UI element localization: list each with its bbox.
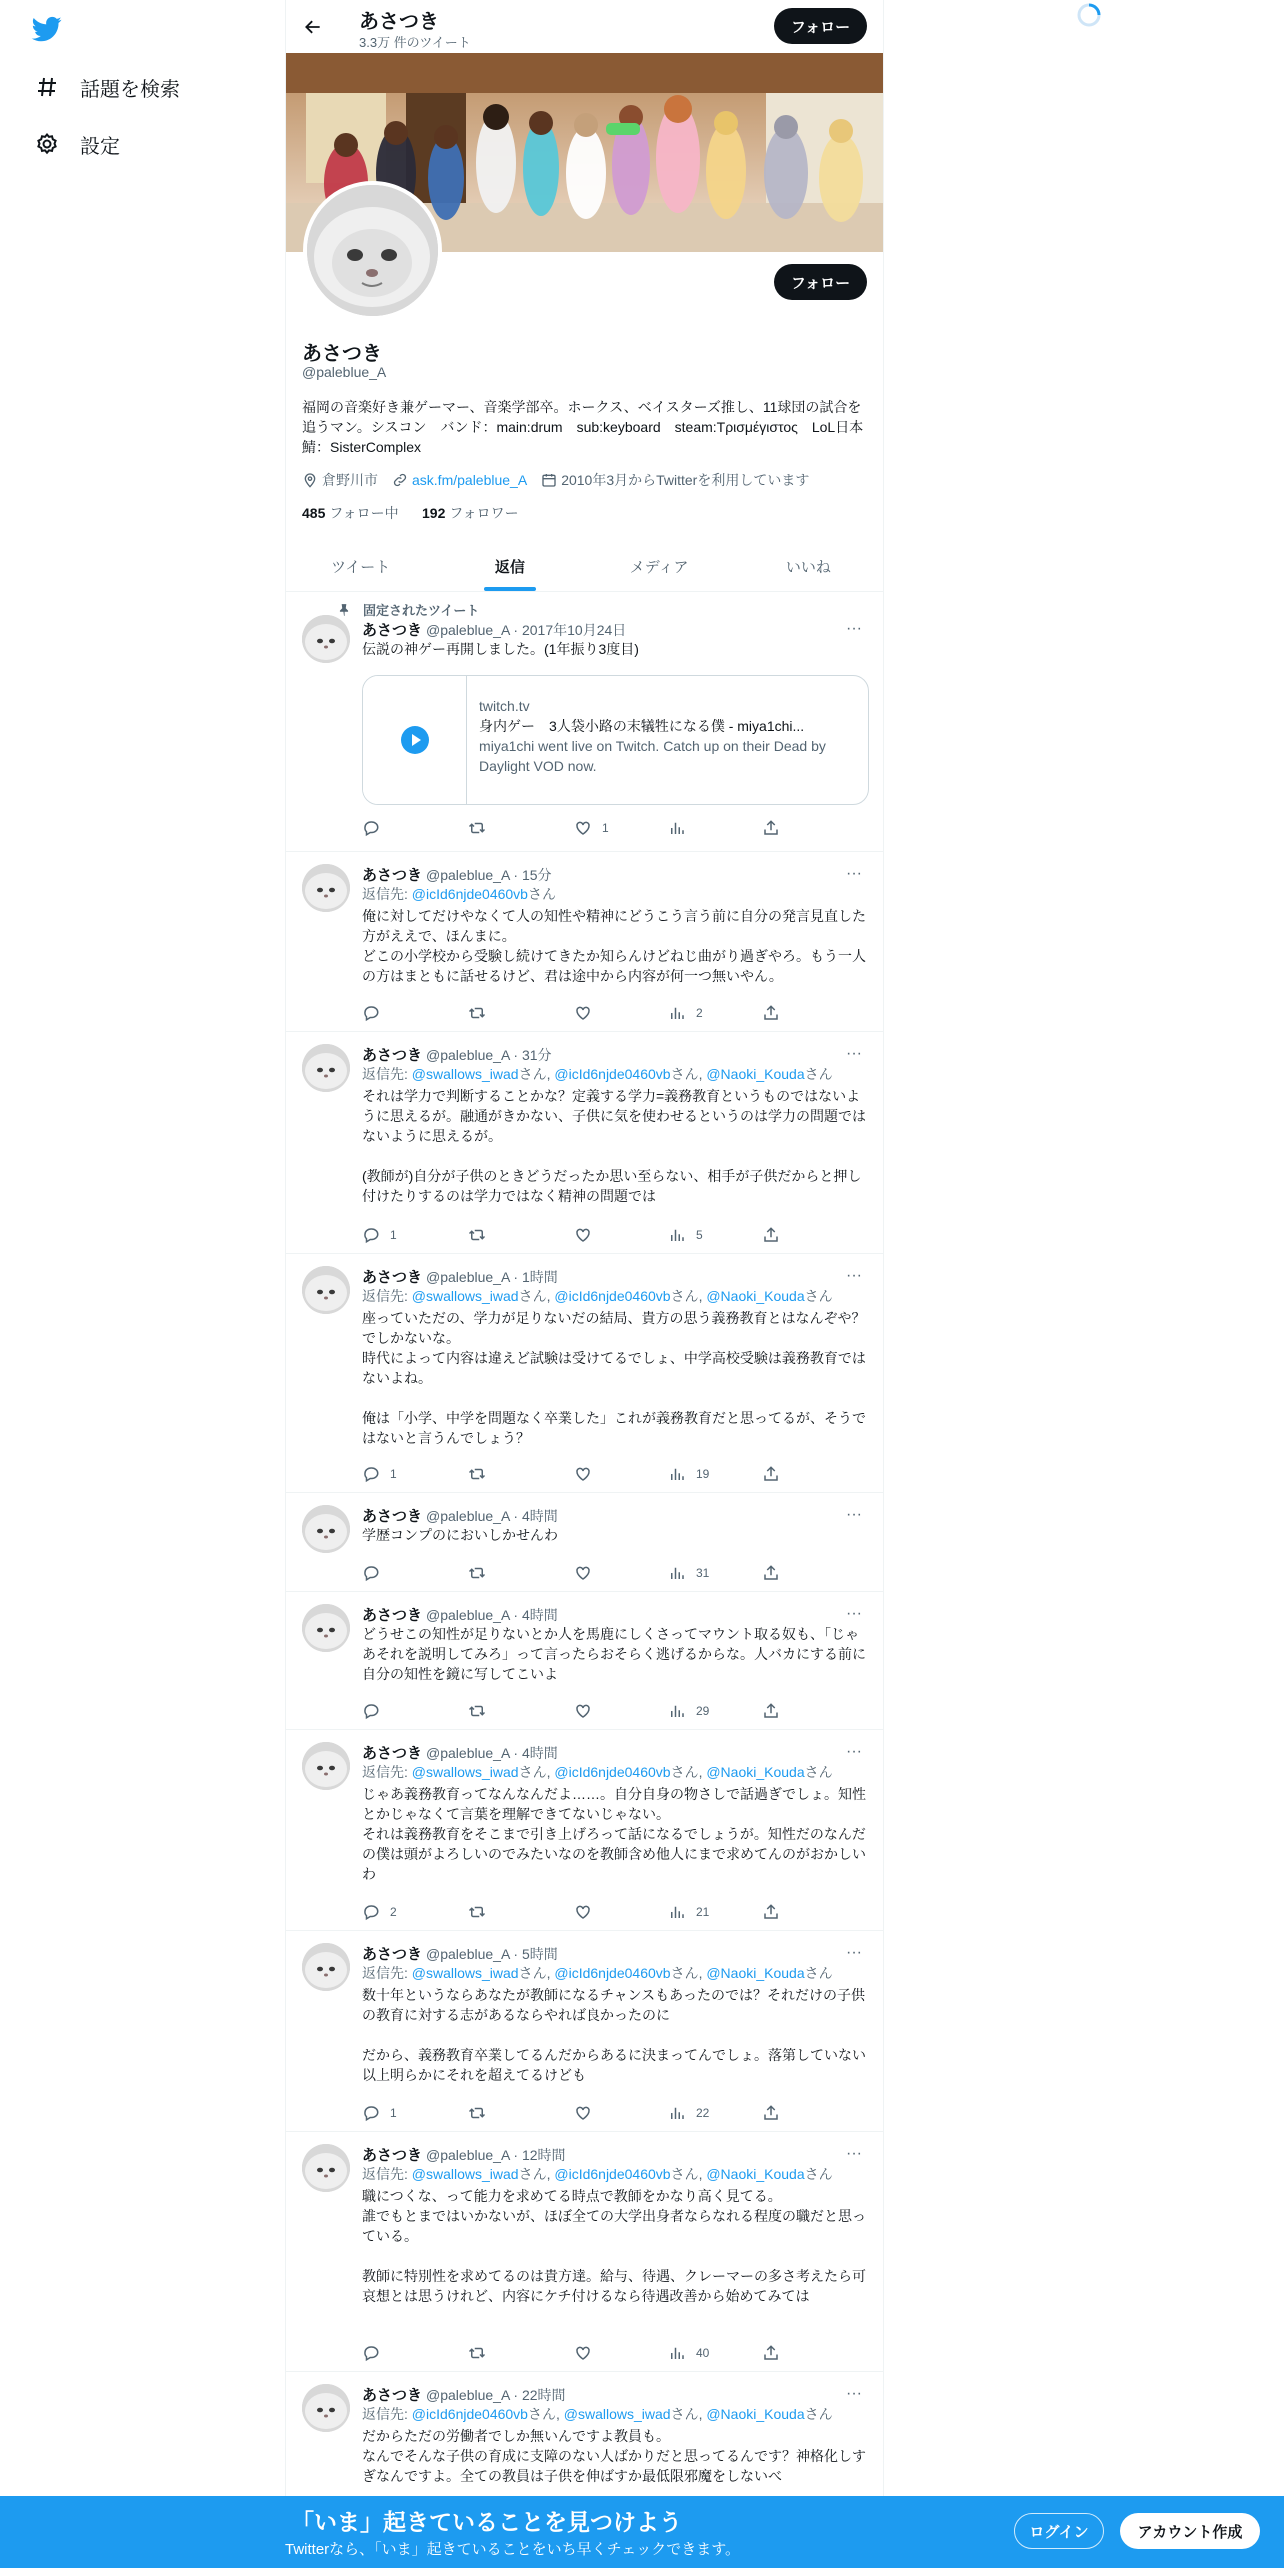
like-button[interactable] bbox=[574, 2103, 668, 2123]
tweet-text: だからただの労働者でしか無いんですよ教員も。 なんでそんな子供の育成に支障のない人ばかりだと思ってるんです？神格化しすぎなんですよ。全ての教員は子供を伸ばすか最低限邪魔をしないべ bbox=[362, 2428, 866, 2484]
tweet-author-handle: @paleblue_A bbox=[426, 2387, 510, 2403]
signup-button[interactable]: アカウント作成 bbox=[1120, 2513, 1260, 2549]
reply-button[interactable] bbox=[362, 818, 468, 838]
profile-name: あさつき bbox=[302, 343, 382, 365]
reply-to: 返信先: @icId6njde0460vbさん, @swallows_iwadさん, @Naoki_Koudaさん bbox=[362, 2406, 833, 2422]
tweet-avatar[interactable] bbox=[302, 1044, 350, 1092]
tweet-author-name: あさつき bbox=[362, 1508, 423, 1525]
retweet-button[interactable] bbox=[468, 1563, 574, 1583]
header-tweet-count: 3.3万 件のツイート bbox=[359, 35, 471, 50]
views-button[interactable]: 31 bbox=[668, 1563, 762, 1583]
share-button[interactable] bbox=[762, 1003, 790, 1023]
tweet-header: あさつき @paleblue_A · 15分 bbox=[362, 867, 552, 884]
more-options-icon[interactable]: ··· bbox=[846, 620, 862, 637]
play-icon[interactable] bbox=[400, 725, 430, 755]
tweet-author-handle: @paleblue_A bbox=[426, 1508, 510, 1524]
tweet-avatar[interactable] bbox=[302, 1742, 350, 1790]
reply-to-link[interactable]: @swallows_iwad bbox=[411, 1288, 519, 1304]
calendar-icon bbox=[541, 472, 557, 488]
tweet-text: 伝説の神ゲー再開しました。(1年振り3度目) bbox=[362, 641, 639, 657]
tweet-avatar[interactable] bbox=[302, 2144, 350, 2192]
reply-to-link[interactable]: @swallows_iwad bbox=[411, 1066, 519, 1082]
card-domain: twitch.tv bbox=[479, 698, 530, 714]
tweet[interactable] bbox=[286, 1493, 883, 1592]
share-button[interactable] bbox=[762, 1701, 790, 1721]
tab-tweets[interactable]: ツイート bbox=[330, 559, 391, 576]
tweet-author-handle: @paleblue_A bbox=[426, 1047, 510, 1063]
tweet-time[interactable]: 15分 bbox=[521, 867, 552, 883]
tweet-author-name: あさつき bbox=[362, 2147, 423, 2164]
tweet-author-handle: @paleblue_A bbox=[426, 622, 510, 638]
views-button[interactable] bbox=[668, 818, 762, 838]
reply-button[interactable]: 1 bbox=[362, 1464, 468, 1484]
reply-to-link[interactable]: @icId6njde0460vb bbox=[554, 1288, 671, 1304]
retweet-button[interactable] bbox=[468, 1902, 574, 1922]
reply-to-link[interactable]: @swallows_iwad bbox=[411, 1965, 519, 1981]
tab-likes[interactable]: いいね bbox=[785, 559, 831, 576]
more-options-icon[interactable]: ··· bbox=[846, 1743, 862, 1760]
location-pin-icon bbox=[302, 472, 318, 488]
more-options-icon[interactable]: ··· bbox=[846, 2385, 862, 2402]
views-button[interactable]: 19 bbox=[668, 1464, 762, 1484]
tweet-avatar[interactable] bbox=[302, 2384, 350, 2432]
tweet-text: じゃあ義務教育ってなんなんだよ……。自分自身の物さしで話過ぎでしょ。知性とかじゃなくて言葉を理解できてないじゃない。 それは義務教育をそこまで引き上げろって話になるでしょうが。知性だのなんだの僕は頭がよろしいのでみたいなのを教師含め他人にまで求めてんのがおかしいわ bbox=[362, 1786, 866, 1882]
tweet-author-handle: @paleblue_A bbox=[426, 2147, 510, 2163]
link-icon bbox=[392, 472, 408, 488]
tweet[interactable] bbox=[286, 1730, 883, 1931]
more-options-icon[interactable]: ··· bbox=[846, 1605, 862, 1622]
tweet-text: 職につくな、って能力を求めてる時点で教師をかなり高く見てる。 誰でもとまではいかないが、ほぼ全ての大学出身者ならなれる程度の職だと思っている。 教師に特別性を求めてるのは貴方達。給与、待遇、クレーマーの多さ考えたら可哀想とは思うけれど、内容にケチ付けるなら待遇改善から始めてみては bbox=[362, 2188, 866, 2304]
reply-button[interactable] bbox=[362, 1701, 468, 1721]
tweet-time[interactable]: 12時間 bbox=[521, 2147, 566, 2163]
signup-banner-subtitle: Twitterなら、「いま」起きていることをいち早くチェックできます。 bbox=[285, 2541, 741, 2558]
tweet-time[interactable]: 31分 bbox=[521, 1047, 552, 1063]
tweet-actions bbox=[362, 818, 790, 838]
tweet-avatar[interactable] bbox=[302, 1943, 350, 1991]
tweet-text: 学歴コンプのにおいしかせんわ bbox=[362, 1527, 558, 1543]
tab-replies[interactable]: 返信 bbox=[435, 542, 584, 591]
header-name: あさつき bbox=[359, 11, 439, 33]
hashtag-icon bbox=[34, 74, 60, 100]
reply-button[interactable] bbox=[362, 2343, 468, 2363]
share-button[interactable] bbox=[762, 1902, 790, 1922]
tweet-avatar[interactable] bbox=[302, 1604, 350, 1652]
tab-media[interactable]: メディア bbox=[629, 559, 689, 576]
tweet-author-handle: @paleblue_A bbox=[426, 867, 510, 883]
more-options-icon[interactable]: ··· bbox=[846, 1267, 862, 1284]
tweet-actions bbox=[362, 1225, 790, 1245]
reply-to: 返信先: @swallows_iwadさん, @icId6njde0460vbさん, @Naoki_Koudaさん bbox=[362, 1288, 833, 1304]
like-button[interactable] bbox=[574, 1464, 668, 1484]
reply-to: 返信先: @swallows_iwadさん, @icId6njde0460vbさん, @Naoki_Koudaさん bbox=[362, 1764, 833, 1780]
profile-joined-text: 2010年3月からTwitterを利用しています bbox=[561, 472, 810, 488]
like-button[interactable] bbox=[574, 1563, 668, 1583]
reply-to-link[interactable]: @Naoki_Kouda bbox=[706, 1066, 805, 1082]
reply-to-link[interactable]: @icId6njde0460vb bbox=[554, 1066, 671, 1082]
signup-banner-title: 「いま」起きていることを見つけよう bbox=[291, 2509, 682, 2535]
tweet-header: あさつき @paleblue_A · 22時間 bbox=[362, 2387, 566, 2404]
views-button[interactable]: 21 bbox=[668, 1902, 762, 1922]
tweet-actions bbox=[362, 1464, 790, 1484]
reply-to-link[interactable]: @icId6njde0460vb bbox=[554, 1965, 671, 1981]
tweet-author-handle: @paleblue_A bbox=[426, 1745, 510, 1761]
profile-location bbox=[302, 470, 378, 490]
tweet-time[interactable]: 5時間 bbox=[521, 1946, 558, 1962]
like-button[interactable]: 1 bbox=[574, 818, 668, 838]
tweet-text: 数十年というならあなたが教師になるチャンスもあったのでは？それだけの子供の教育に対する志があるならやれば良かったのに だから、義務教育卒業してるんだからあるに決まってんでしょ。落第していない以上明らかにそれを超えてるけども bbox=[362, 1987, 866, 2083]
tweet[interactable] bbox=[286, 1032, 883, 1254]
profile-location-text: 倉野川市 bbox=[322, 472, 378, 488]
tweet-text: 座っていただの、学力が足りないだの結局、貴方の思う義務教育とはなんぞや？でしかないな。 時代によって内容は違えど試験は受けてるでしょ、中学高校受験は義務教育ではないよね。 俺は「小学、中学を問題なく卒業した」これが義務教育だと思ってるが、そうではないと言うんでしょう？ bbox=[362, 1310, 866, 1446]
tweet-header: あさつき @paleblue_A · 4時間 bbox=[362, 1607, 558, 1624]
like-button[interactable] bbox=[574, 1225, 668, 1245]
reply-to-link[interactable]: @Naoki_Kouda bbox=[706, 2166, 805, 2182]
reply-button[interactable]: 1 bbox=[362, 2103, 468, 2123]
reply-button[interactable] bbox=[362, 1003, 468, 1023]
reply-to-link[interactable]: @swallows_iwad bbox=[563, 2406, 671, 2422]
reply-to-link[interactable]: @Naoki_Kouda bbox=[706, 1764, 805, 1780]
card-title: 身内ゲー 3人袋小路の末犠牲になる僕 - miya1chi... bbox=[479, 718, 805, 734]
share-button[interactable] bbox=[762, 1563, 790, 1583]
retweet-button[interactable] bbox=[468, 1701, 574, 1721]
tweet-header: あさつき @paleblue_A · 4時間 bbox=[362, 1508, 558, 1525]
profile-stats bbox=[302, 503, 519, 523]
tweet-author-name: あさつき bbox=[362, 622, 423, 639]
tweet-author-handle: @paleblue_A bbox=[426, 1946, 510, 1962]
tweet-text: 俺に対してだけやなくて人の知性や精神にどうこう言う前に自分の発言見直した方がええで、ほんまに。 どこの小学校から受験し続けてきたか知らんけどねじ曲がり過ぎやろ。もう一人の方はまともに話せるけど、君は途中から内容が何一つ無いやん。 bbox=[362, 908, 866, 984]
tweet-header: あさつき @paleblue_A · 12時間 bbox=[362, 2147, 566, 2164]
views-button[interactable]: 40 bbox=[668, 2343, 762, 2363]
reply-to-link[interactable]: @Naoki_Kouda bbox=[706, 1965, 805, 1981]
tweet-actions bbox=[362, 2103, 790, 2123]
card-description: miya1chi went live on Twitch. Catch up on their Dead by Daylight VOD now. bbox=[479, 738, 826, 774]
retweet-button[interactable] bbox=[468, 2343, 574, 2363]
link-preview-card[interactable] bbox=[362, 675, 869, 805]
nav-explore[interactable] bbox=[34, 67, 180, 107]
tweet-time[interactable]: 2017年10月24日 bbox=[521, 622, 627, 638]
pinned-label: 固定されたツイート bbox=[337, 600, 479, 619]
profile-tabs bbox=[286, 542, 883, 592]
tweet[interactable] bbox=[286, 852, 883, 1032]
like-button[interactable] bbox=[574, 1902, 668, 1922]
profile-avatar[interactable] bbox=[303, 181, 442, 320]
reply-button[interactable] bbox=[362, 1563, 468, 1583]
profile-url-link[interactable]: ask.fm/paleblue_A bbox=[412, 472, 528, 488]
reply-to-link[interactable]: @icId6njde0460vb bbox=[411, 2406, 528, 2422]
tweet-time[interactable]: 22時間 bbox=[521, 2387, 566, 2403]
profile-joined bbox=[541, 470, 809, 490]
retweet-button[interactable] bbox=[468, 1464, 574, 1484]
more-options-icon[interactable]: ··· bbox=[846, 1506, 862, 1523]
more-options-icon[interactable]: ··· bbox=[846, 2145, 862, 2162]
tweet-header: あさつき @paleblue_A · 5時間 bbox=[362, 1946, 558, 1963]
card-media bbox=[363, 676, 467, 804]
tweet-author-name: あさつき bbox=[362, 867, 423, 884]
reply-button[interactable]: 2 bbox=[362, 1902, 468, 1922]
tweet-header: あさつき @paleblue_A · 4時間 bbox=[362, 1745, 558, 1762]
nav-settings-label: 設定 bbox=[80, 135, 120, 158]
tweet-actions bbox=[362, 1701, 790, 1721]
tweet-header: あさつき @paleblue_A · 31分 bbox=[362, 1047, 552, 1064]
reply-to: 返信先: @icId6njde0460vbさん bbox=[362, 886, 556, 902]
more-options-icon[interactable]: ··· bbox=[846, 865, 862, 882]
reply-to: 返信先: @swallows_iwadさん, @icId6njde0460vbさん, @Naoki_Koudaさん bbox=[362, 2166, 833, 2182]
left-nav bbox=[0, 0, 285, 2568]
reply-to-link[interactable]: @icId6njde0460vb bbox=[554, 1764, 671, 1780]
share-button[interactable] bbox=[762, 1225, 790, 1245]
gear-icon bbox=[34, 131, 60, 157]
reply-to-link[interactable]: @icId6njde0460vb bbox=[554, 2166, 671, 2182]
tweet-time[interactable]: 4時間 bbox=[521, 1745, 558, 1761]
tweet-author-name: あさつき bbox=[362, 1269, 423, 1286]
views-button[interactable]: 2 bbox=[668, 1003, 762, 1023]
more-options-icon[interactable]: ··· bbox=[846, 1045, 862, 1062]
tweet-header: あさつき @paleblue_A · 2017年10月24日 bbox=[362, 622, 627, 639]
reply-to: 返信先: @swallows_iwadさん, @icId6njde0460vbさん, @Naoki_Koudaさん bbox=[362, 1066, 833, 1082]
tweet-header: あさつき @paleblue_A · 1時間 bbox=[362, 1269, 558, 1286]
reply-to-link[interactable]: @swallows_iwad bbox=[411, 1764, 519, 1780]
share-button[interactable] bbox=[762, 2103, 790, 2123]
tweet[interactable] bbox=[286, 1931, 883, 2132]
reply-to: 返信先: @swallows_iwadさん, @icId6njde0460vbさん, @Naoki_Koudaさん bbox=[362, 1965, 833, 1981]
views-button[interactable]: 5 bbox=[668, 1225, 762, 1245]
tweet-time[interactable]: 4時間 bbox=[521, 1607, 558, 1623]
tweet-author-name: あさつき bbox=[362, 2387, 423, 2404]
profile-follow-button[interactable]: フォロー bbox=[774, 264, 867, 300]
tweet-author-handle: @paleblue_A bbox=[426, 1269, 510, 1285]
reply-to-link[interactable]: @Naoki_Kouda bbox=[706, 1288, 805, 1304]
tweet-author-handle: @paleblue_A bbox=[426, 1607, 510, 1623]
tweet-avatar[interactable] bbox=[302, 864, 350, 912]
tweet-author-name: あさつき bbox=[362, 1607, 423, 1624]
tweet-avatar[interactable] bbox=[302, 1505, 350, 1553]
like-button[interactable] bbox=[574, 1003, 668, 1023]
more-options-icon[interactable]: ··· bbox=[846, 1944, 862, 1961]
back-arrow-icon[interactable] bbox=[298, 12, 328, 42]
reply-button[interactable]: 1 bbox=[362, 1225, 468, 1245]
like-button[interactable] bbox=[574, 2343, 668, 2363]
reply-to-link[interactable]: @icId6njde0460vb bbox=[411, 886, 528, 902]
retweet-button[interactable] bbox=[468, 818, 574, 838]
followers-link[interactable]: 192 フォロワー bbox=[422, 505, 519, 521]
profile-bio: 福岡の音楽好き兼ゲーマー、音楽学部卒。ホークス、ベイスターズ推し、11球団の試合を追うマン。シスコン バンド：main:drum sub:keyboard steam:Τρισμέγιστος LoL日本鯖：SisterComplex bbox=[302, 399, 864, 455]
tweet-actions bbox=[362, 1003, 790, 1023]
tweet-time[interactable]: 4時間 bbox=[521, 1508, 558, 1524]
profile-column bbox=[285, 0, 884, 2568]
share-button[interactable] bbox=[762, 818, 790, 838]
profile-url[interactable] bbox=[392, 472, 527, 488]
twitter-logo-icon[interactable] bbox=[30, 14, 64, 44]
nav-explore-label: 話題を検索 bbox=[80, 78, 180, 101]
tweet-text: それは学力で判断することかな？定義する学力=義務教育というものではないように思えるが。融通がきかない、子供に気を使わせるというのは学力の問題ではないように思えるが。 (教師が)自分が子供のときどうだったか思い至らない、相手が子供だからと押し付けたりするのは学力ではなく精神の問題では bbox=[362, 1088, 866, 1204]
tweet[interactable] bbox=[286, 1592, 883, 1730]
tweet[interactable] bbox=[286, 2132, 883, 2372]
retweet-button[interactable] bbox=[468, 1225, 574, 1245]
reply-to-link[interactable]: @swallows_iwad bbox=[411, 2166, 519, 2182]
profile-meta bbox=[302, 470, 823, 490]
header-follow-button[interactable]: フォロー bbox=[774, 8, 867, 44]
tweet-time[interactable]: 1時間 bbox=[521, 1269, 558, 1285]
profile-handle: @paleblue_A bbox=[302, 364, 387, 380]
retweet-button[interactable] bbox=[468, 1003, 574, 1023]
tweet-author-name: あさつき bbox=[362, 1745, 423, 1762]
tweet-actions bbox=[362, 2343, 790, 2363]
tweet-actions bbox=[362, 1563, 790, 1583]
retweet-button[interactable] bbox=[468, 2103, 574, 2123]
views-button[interactable]: 22 bbox=[668, 2103, 762, 2123]
tweet-text: どうせこの知性が足りないとか人を馬鹿にしくさってマウント取る奴も、「じゃあそれを説明してみろ」って言ったらおそらく逃げるからな。人バカにする前に自分の知性を鏡に写してこいよ bbox=[362, 1626, 866, 1682]
reply-to-link[interactable]: @Naoki_Kouda bbox=[706, 2406, 805, 2422]
loading-spinner-icon bbox=[1076, 2, 1102, 28]
signup-banner bbox=[0, 2496, 1284, 2568]
nav-settings[interactable] bbox=[34, 124, 120, 164]
share-button[interactable] bbox=[762, 2343, 790, 2363]
views-button[interactable]: 29 bbox=[668, 1701, 762, 1721]
following-link[interactable]: 485 フォロー中 bbox=[302, 505, 399, 521]
login-button[interactable]: ログイン bbox=[1014, 2513, 1104, 2549]
tweet-author-name: あさつき bbox=[362, 1946, 423, 1963]
tweet-avatar[interactable] bbox=[302, 1266, 350, 1314]
tweet-author-name: あさつき bbox=[362, 1047, 423, 1064]
like-button[interactable] bbox=[574, 1701, 668, 1721]
tweet[interactable] bbox=[286, 1254, 883, 1493]
tweet-actions bbox=[362, 1902, 790, 1922]
tweet-avatar[interactable] bbox=[302, 615, 350, 663]
share-button[interactable] bbox=[762, 1464, 790, 1484]
profile-header-bar bbox=[286, 0, 883, 53]
